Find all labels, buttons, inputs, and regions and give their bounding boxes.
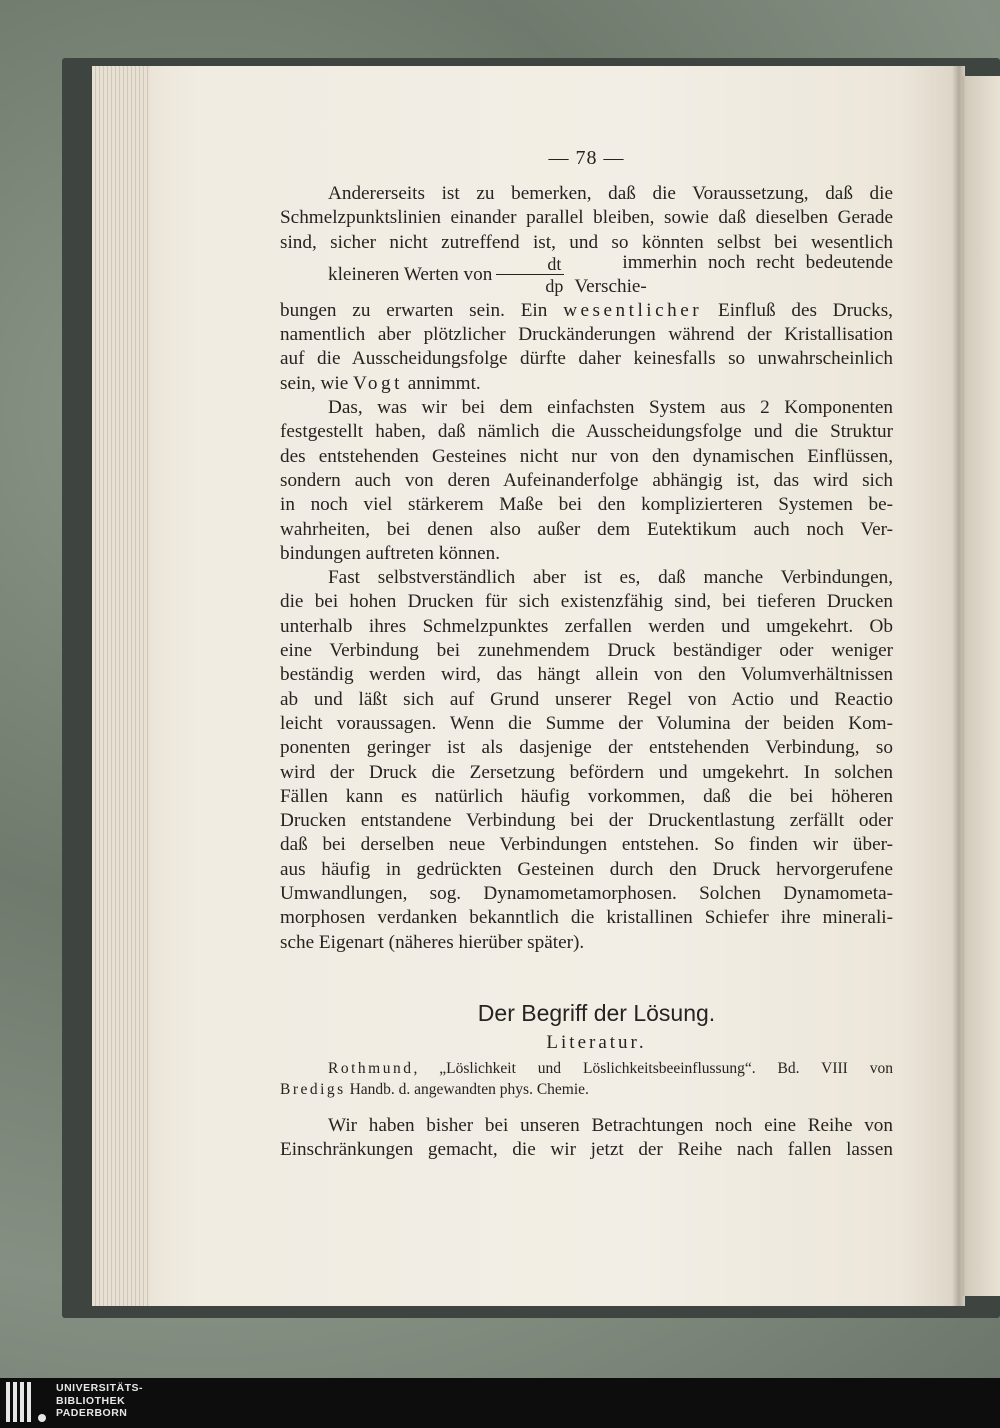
text-fragment: Handb. d. angewandten phys. Chemie. bbox=[345, 1080, 589, 1098]
text-line: Umwandlungen, sog. Dynamometamorphosen. Solchen Dynamometa- bbox=[280, 883, 893, 905]
text-line: festgestellt haben, daß nämlich die Ausscheidungsfolge und die Struktur bbox=[280, 421, 893, 443]
logo-bar bbox=[13, 1382, 17, 1422]
paragraph-4 bbox=[280, 1114, 893, 1163]
text-line: beständig werden wird, das hängt allein von den Volumverhältnissen bbox=[280, 664, 893, 686]
literature-heading: Literatur. bbox=[546, 1032, 647, 1054]
text-line: bindungen auftreten können. bbox=[280, 542, 501, 564]
text-line: Andererseits ist zu bemerken, daß die Voraussetzung, daß die bbox=[328, 183, 893, 204]
author-name: Rothmund bbox=[328, 1059, 414, 1077]
text-line: des entstehenden Gesteines nicht nur von den dynamischen Einflüssen, bbox=[280, 445, 893, 467]
text-fragment: Einfluß des Drucks, bbox=[702, 299, 893, 321]
logo-line: UNIVERSITÄTS- bbox=[56, 1382, 144, 1394]
logo-bar bbox=[6, 1382, 10, 1422]
text-fragment: sein, wie bbox=[280, 372, 354, 394]
logo-dot-icon bbox=[38, 1414, 46, 1422]
paragraph-2 bbox=[280, 396, 893, 566]
fraction-line bbox=[280, 251, 893, 299]
text-line: aus häufig in gedrückten Gesteinen durch den Druck hervorgerufene bbox=[280, 858, 893, 880]
text-line: sondern auch von deren Aufeinanderfolge abhängig ist, das wird sich bbox=[280, 469, 893, 491]
text-line: Das, was wir bei dem einfachsten System aus 2 Komponenten bbox=[328, 397, 893, 419]
emphasis-wesentlicher: wesentlicher bbox=[563, 299, 703, 321]
text-line: daß bei derselben neue Verbindungen entstehen. So finden wir über- bbox=[280, 834, 893, 856]
logo-line: PADERBORN bbox=[56, 1407, 128, 1419]
text-line: in noch viel stärkerem Maße bei den komplizierteren Systemen be- bbox=[280, 494, 893, 516]
text-line: Drucken entstandene Verbindung bei der Druckentlastung zerfällt oder bbox=[280, 810, 893, 832]
section-heading: Der Begriff der Lösung. bbox=[477, 999, 716, 1026]
text-line: leicht voraussagen. Wenn die Summe der Volumina der beiden Kom- bbox=[280, 712, 893, 734]
text-line: unterhalb ihres Schmelzpunktes zerfallen werden und umgekehrt. Ob bbox=[280, 615, 893, 637]
library-footer bbox=[0, 1378, 1000, 1428]
text-line bbox=[280, 1058, 893, 1079]
logo-line: BIBLIOTHEK bbox=[56, 1394, 126, 1407]
text-fragment: , „Löslichkeit und Löslichkeitsbeeinflussung“. Bd. VIII von bbox=[413, 1059, 893, 1077]
text-line: Wir haben bisher bei unseren Betrachtungen noch eine Reihe von bbox=[328, 1114, 893, 1136]
text-line bbox=[280, 372, 893, 396]
text-fragment: kleineren Werten von bbox=[328, 263, 493, 285]
library-logo-icon bbox=[6, 1382, 31, 1422]
text-line: wahrheiten, bei denen also außer dem Eutektikum auch noch Ver- bbox=[280, 518, 893, 540]
text-line: namentlich aber plötzlicher Druckänderungen während der Kristallisation bbox=[280, 324, 893, 346]
text-line: die bei hohen Drucken für sich existenzfähig sind, bei tieferen Drucken bbox=[280, 591, 893, 613]
page-text bbox=[280, 146, 893, 1162]
text-line: Fast selbstverständlich aber ist es, daß manche Verbindungen, bbox=[328, 567, 893, 589]
text-line: wird der Druck die Zersetzung befördern und umgekehrt. In solchen bbox=[280, 761, 893, 783]
text-fragment: bungen zu erwarten sein. Ein bbox=[280, 299, 564, 321]
page-number: — 78 — bbox=[548, 147, 625, 169]
text-line: Schmelzpunktslinien einander parallel bleiben, sowie daß dieselben Gerade bbox=[280, 207, 893, 229]
text-line: eine Verbindung bei zunehmendem Druck beständiger oder weniger bbox=[280, 640, 893, 662]
logo-bar bbox=[27, 1382, 31, 1422]
book-gutter bbox=[952, 66, 966, 1306]
text-line: morphosen verdanken bekanntlich die kristallinen Schiefer ihre minerali- bbox=[280, 907, 893, 929]
text-fragment: immerhin noch recht bedeutende Verschie- bbox=[574, 251, 893, 297]
text-line: sche Eigenart (näheres hierüber später). bbox=[280, 931, 585, 953]
fraction-dt-dp bbox=[496, 255, 564, 295]
text-line: ponenten geringer ist als dasjenige der entstehenden Verbindung, so bbox=[280, 737, 893, 759]
logo-bar bbox=[20, 1382, 24, 1422]
fraction-denominator: dp bbox=[545, 275, 564, 296]
text-line: auf die Ausscheidungsfolge dürfte daher keinesfalls so unwahrscheinlich bbox=[280, 348, 893, 370]
facing-page-edge bbox=[962, 76, 1000, 1296]
text-line bbox=[280, 299, 893, 323]
fraction-numerator: dt bbox=[496, 255, 564, 275]
emphasis-vogt: Vogt bbox=[353, 372, 403, 394]
text-fragment: annimmt. bbox=[402, 372, 481, 394]
library-logo-text bbox=[56, 1382, 143, 1420]
literature-reference bbox=[280, 1058, 893, 1100]
paragraph-1 bbox=[280, 182, 893, 396]
author-name: Bredigs bbox=[280, 1080, 346, 1098]
text-line bbox=[280, 1079, 893, 1100]
text-line: Fällen kann es natürlich häufig vorkommen, daß die bei höheren bbox=[280, 785, 893, 807]
text-line: ab und läßt sich auf Grund unserer Regel von Actio und Reactio bbox=[280, 688, 893, 710]
text-line: sind, sicher nicht zutreffend ist, und so könnten selbst bei wesentlich bbox=[280, 231, 893, 253]
text-line: Einschränkungen gemacht, die wir jetzt der Reihe nach fallen lassen bbox=[280, 1138, 893, 1160]
paragraph-3 bbox=[280, 566, 893, 955]
